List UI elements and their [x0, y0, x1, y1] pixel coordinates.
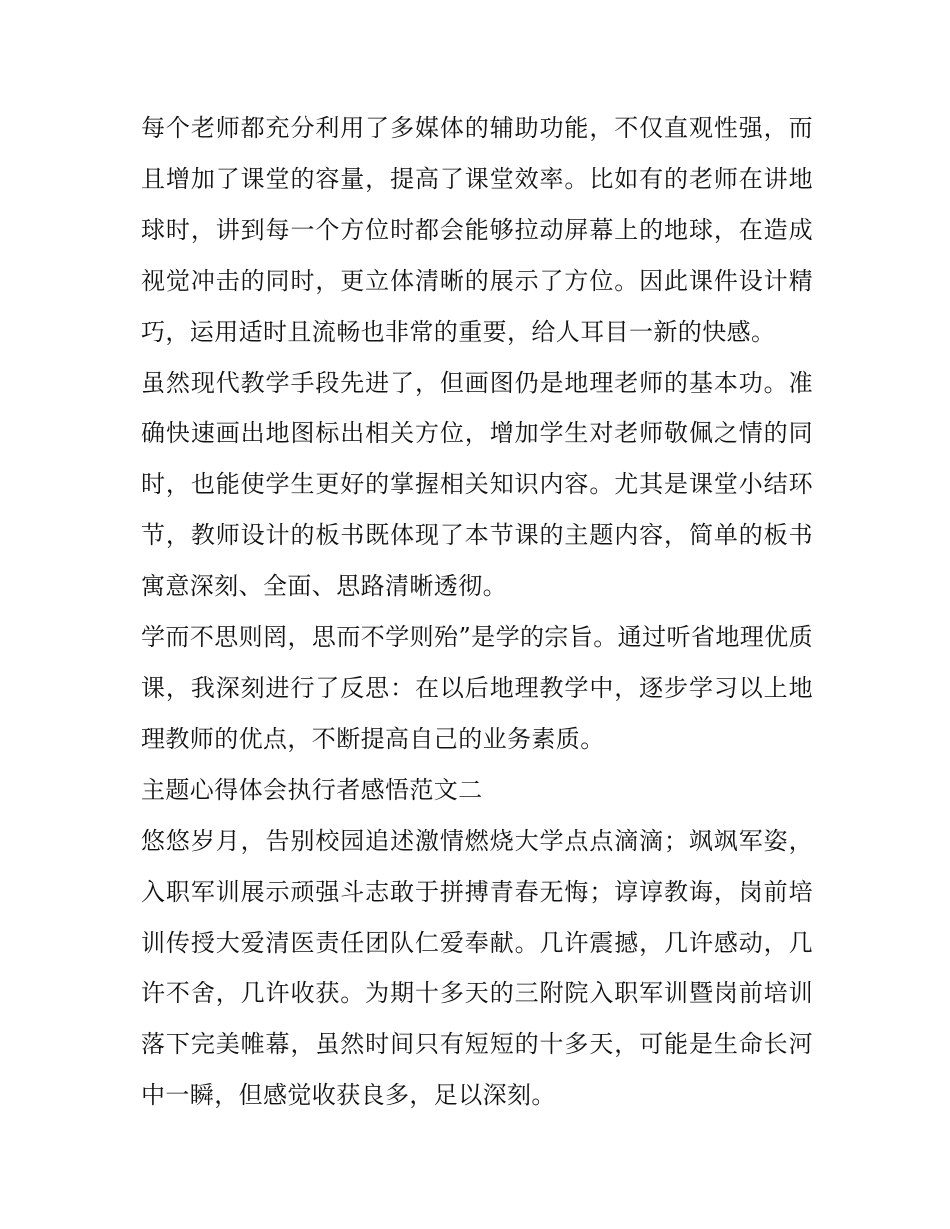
document-body: [141, 103, 813, 1121]
paragraph-drawing-skills: 虽然现代教学手段先进了，但画图仍是地理老师的基本功。准确快速画出地图标出相关方位，增加学生对老师敬佩之情的同时，也能使学生更好的掌握相关知识内容。尤其是课堂小结环节，教师设计的板书既体现了本节课的主题内容，简单的板书寓意深刻、全面、思路清晰透彻。: [141, 368, 813, 601]
paragraph-reflection: 学而不思则罔，思而不学则殆”是学的宗旨。通过听省地理优质课，我深刻进行了反思：在以后地理教学中，逐步学习以上地理教师的优点，不断提高自己的业务素质。: [141, 623, 813, 753]
section-heading: 主题心得体会执行者感悟范文二: [141, 775, 483, 804]
paragraph-military-training: 悠悠岁月，告别校园追述激情燃烧大学点点滴滴；飒飒军姿，入职军训展示顽强斗志敢于拼搏青春无悔；谆谆教诲，岗前培训传授大爱清医责任团队仁爱奉献。几许震撼，几许感动，几许不舍，几许收获。为期十多天的三附院入职军训暨岗前培训落下完美帷幕，虽然时间只有短短的十多天，可能是生命长河中一瞬，但感觉收获良多，足以深刻。: [141, 826, 813, 1110]
paragraph-multimedia: 每个老师都充分利用了多媒体的辅助功能，不仅直观性强，而且增加了课堂的容量，提高了课堂效率。比如有的老师在讲地球时，讲到每一个方位时都会能够拉动屏幕上的地球，在造成视觉冲击的同时，更立体清晰的展示了方位。因此课件设计精巧，运用适时且流畅也非常的重要，给人耳目一新的快感。: [141, 114, 813, 346]
